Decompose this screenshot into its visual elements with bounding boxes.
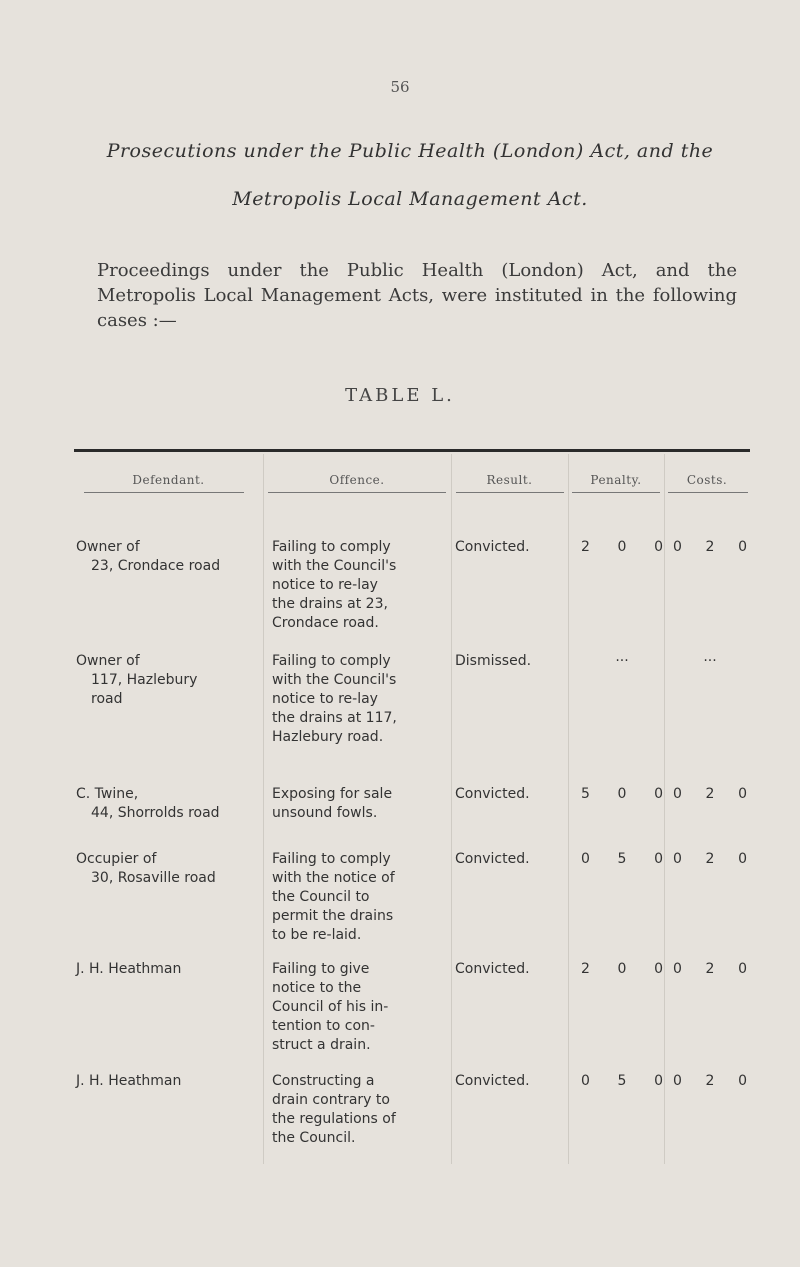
offence-cell: Failing to comply with the notice of the Council to permit the drains to be re-laid. bbox=[272, 851, 395, 943]
page-number: 56 bbox=[390, 78, 410, 96]
header-underline bbox=[668, 492, 748, 493]
result-cell: Convicted. bbox=[455, 539, 530, 555]
defendant-cell: C. Twine, 44, Shorrolds road bbox=[76, 786, 220, 821]
defendant-cell: Owner of 23, Crondace road bbox=[76, 539, 221, 574]
intro-paragraph: Proceedings under the Public Health (London) Act, and the Metropolis Local Management Acts, were instituted in the following cases :— bbox=[97, 260, 737, 331]
header-underline bbox=[84, 492, 244, 493]
result-cell: Dismissed. bbox=[455, 653, 532, 669]
title-line-2: Metropolis Local Management Act. bbox=[232, 188, 588, 210]
costs-cell: ... bbox=[703, 649, 717, 665]
defendant-cell: J. H. Heathman bbox=[76, 1073, 182, 1089]
result-cell: Convicted. bbox=[455, 851, 530, 867]
table-top-rule bbox=[74, 449, 750, 452]
header-offence: Offence. bbox=[329, 473, 385, 487]
penalty-cell: 0 5 0 bbox=[581, 851, 663, 867]
offence-cell: Failing to give notice to the Council of his in- tention to con- struct a drain. bbox=[272, 961, 389, 1053]
column-divider bbox=[263, 454, 264, 1164]
defendant-cell: Occupier of 30, Rosaville road bbox=[76, 851, 216, 886]
penalty-cell: 5 0 0 bbox=[581, 786, 663, 802]
costs-cell: 0 2 0 bbox=[673, 851, 747, 867]
costs-cell: 0 2 0 bbox=[673, 786, 747, 802]
result-cell: Convicted. bbox=[455, 786, 530, 802]
costs-cell: 0 2 0 bbox=[673, 539, 747, 555]
result-cell: Convicted. bbox=[455, 961, 530, 977]
title-line-1: Prosecutions under the Public Health (London) Act, and the bbox=[106, 140, 714, 162]
costs-cell: 0 2 0 bbox=[673, 961, 747, 977]
result-cell: Convicted. bbox=[455, 1073, 530, 1089]
penalty-cell: 0 5 0 bbox=[581, 1073, 663, 1089]
header-result: Result. bbox=[486, 473, 533, 487]
header-penalty: Penalty. bbox=[590, 473, 642, 487]
header-defendant: Defendant. bbox=[132, 473, 205, 487]
costs-cell: 0 2 0 bbox=[673, 1073, 747, 1089]
offence-cell: Constructing a drain contrary to the regulations of the Council. bbox=[272, 1073, 396, 1146]
penalty-cell: 2 0 0 bbox=[581, 961, 663, 977]
header-underline bbox=[456, 492, 564, 493]
penalty-cell: ... bbox=[615, 649, 629, 665]
column-divider bbox=[664, 454, 665, 1164]
offence-cell: Failing to comply with the Council's notice to re-lay the drains at 117, Hazlebury road. bbox=[272, 653, 397, 745]
table-label: TABLE L. bbox=[345, 385, 455, 406]
defendant-cell: J. H. Heathman bbox=[76, 961, 182, 977]
header-costs: Costs. bbox=[686, 473, 728, 487]
offence-cell: Exposing for sale unsound fowls. bbox=[272, 786, 393, 821]
penalty-cell: 2 0 0 bbox=[581, 539, 663, 555]
header-underline bbox=[572, 492, 660, 493]
header-underline bbox=[268, 492, 446, 493]
column-divider bbox=[451, 454, 452, 1164]
offence-cell: Failing to comply with the Council's notice to re-lay the drains at 23, Crondace road. bbox=[272, 539, 397, 631]
defendant-cell: Owner of 117, Hazlebury road bbox=[76, 653, 198, 707]
column-divider bbox=[568, 454, 569, 1164]
